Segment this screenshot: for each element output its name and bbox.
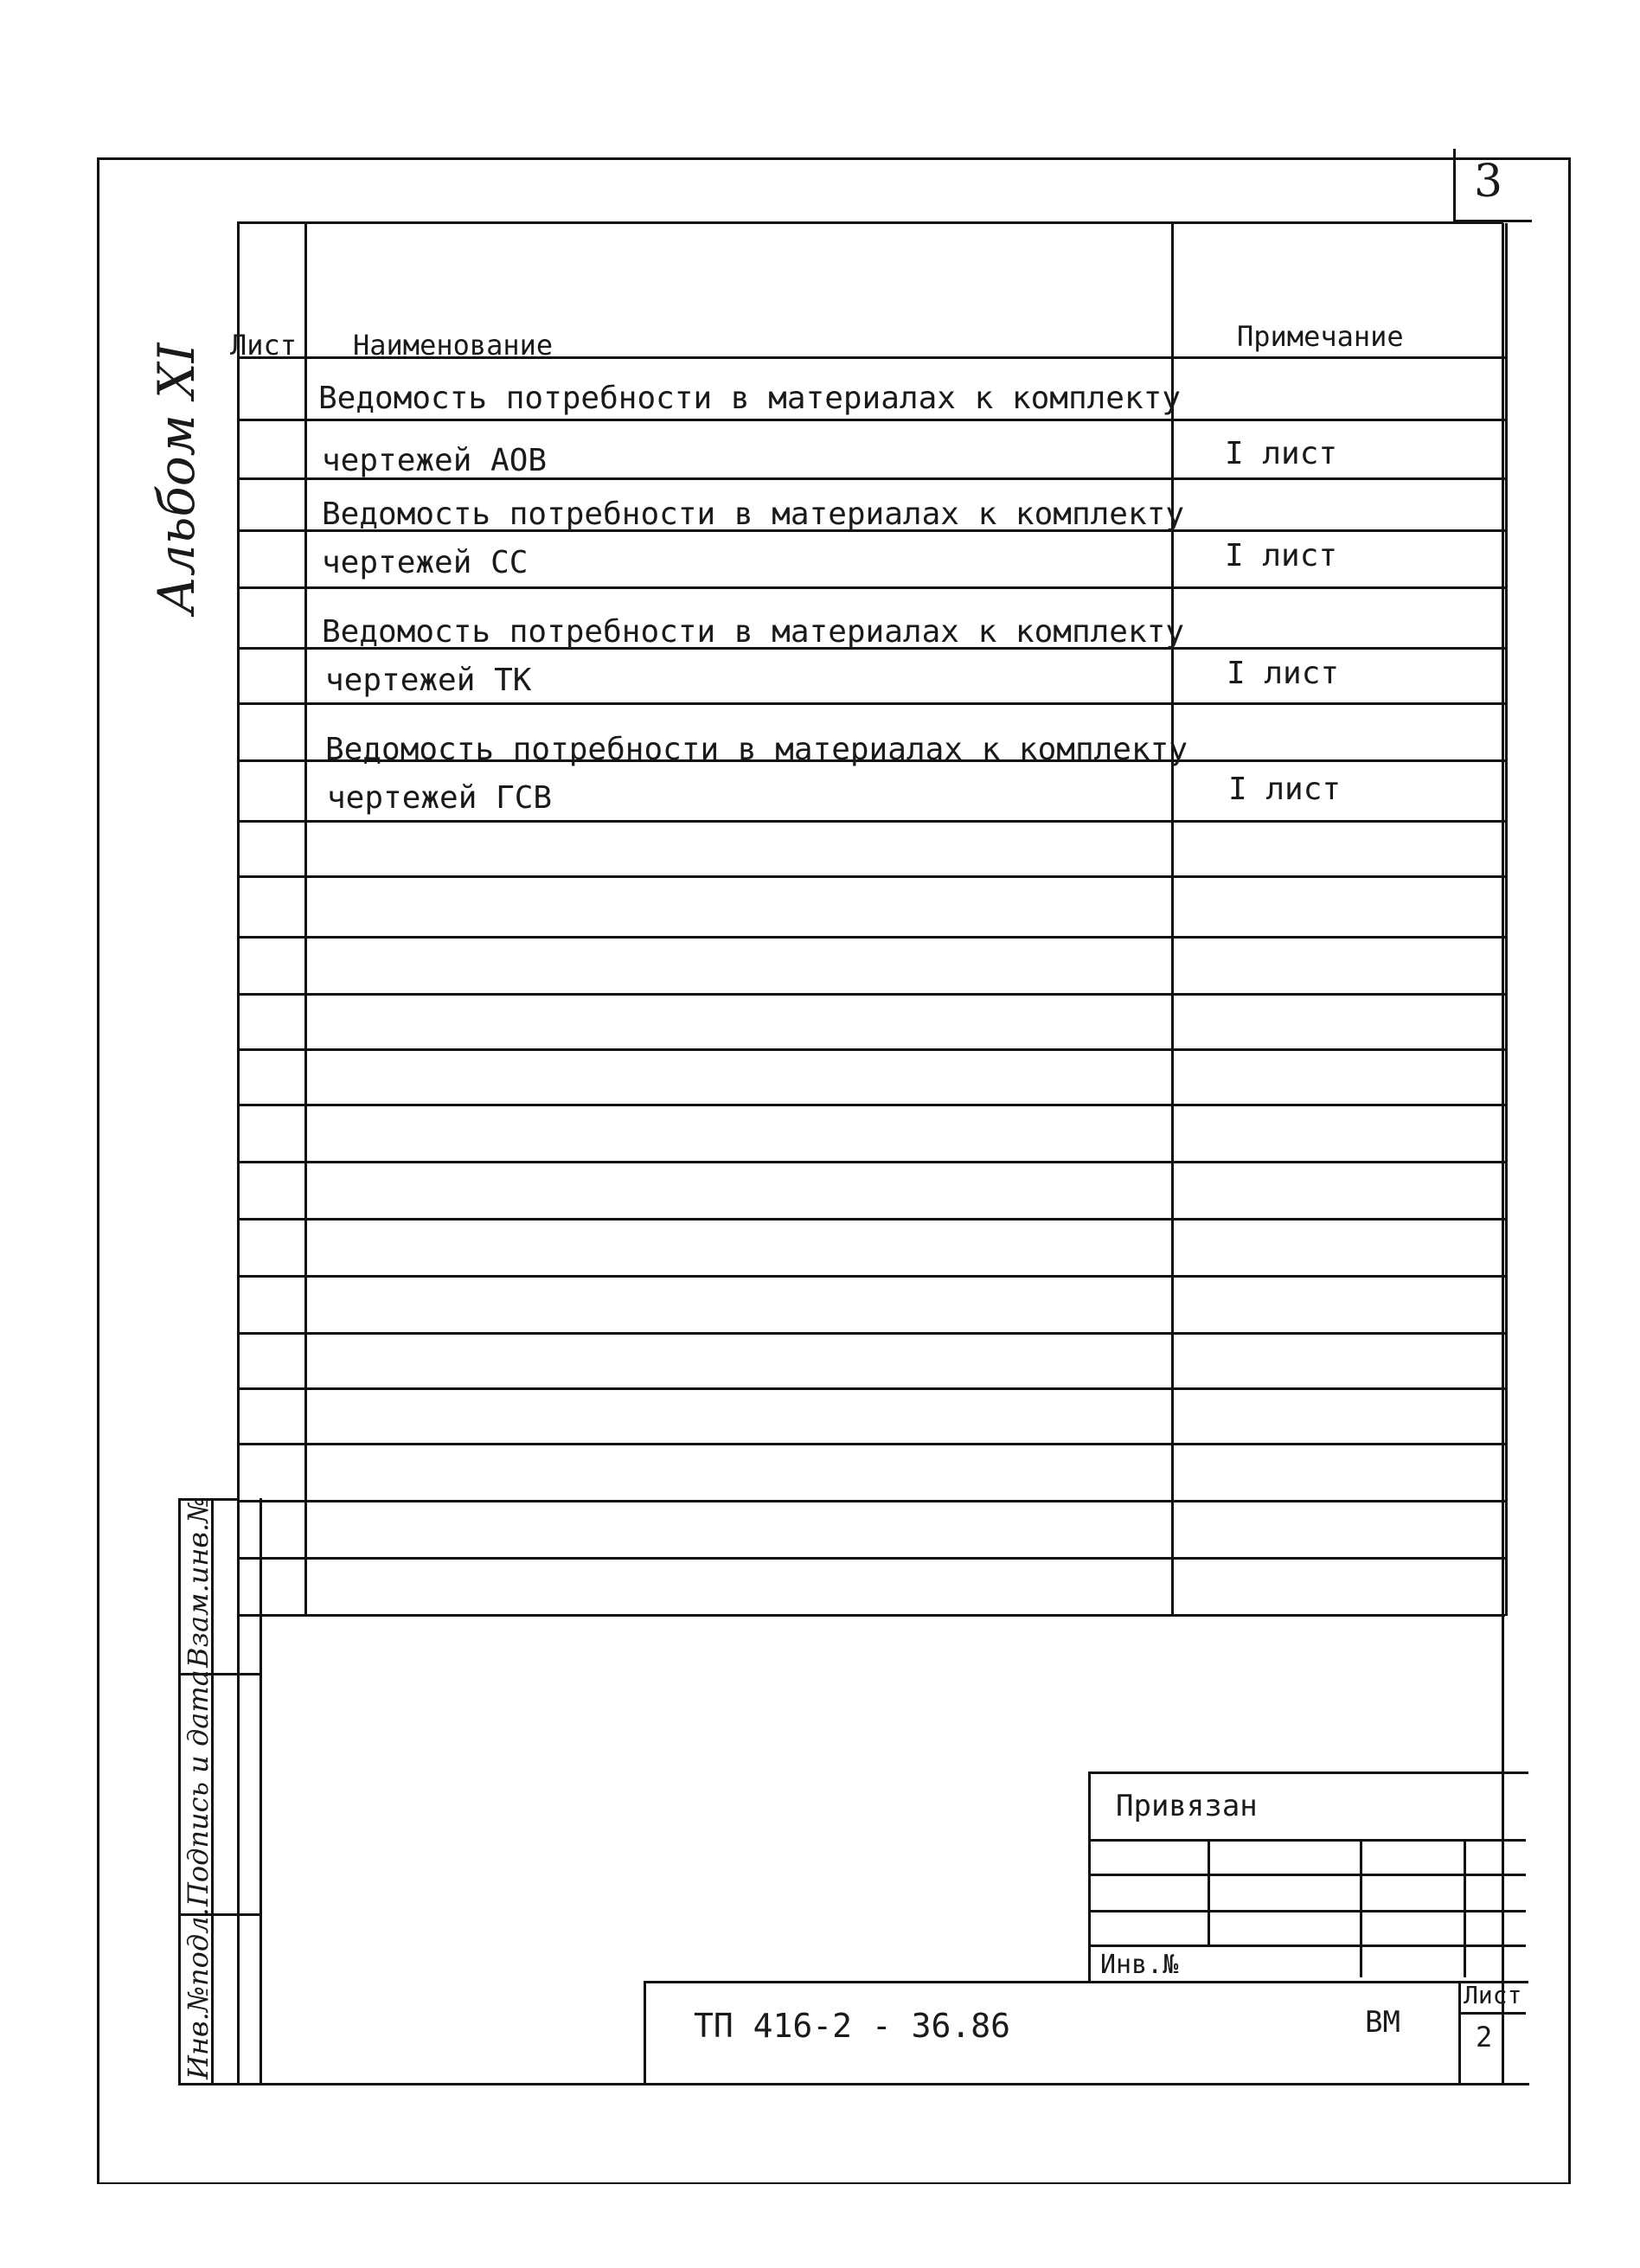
side-stamp-left-border [178, 1498, 181, 2085]
sheet-label: Лист [1464, 1981, 1522, 2009]
row-line [237, 419, 1505, 421]
row-line [237, 1218, 1505, 1220]
row3-name-line1: Ведомость потребности в материалах к комплекту [322, 614, 1184, 650]
sheet-no: 2 [1476, 2021, 1493, 2053]
row4-name-line2: чертежей ГСВ [327, 780, 553, 816]
row-line [237, 1443, 1505, 1445]
row-line [237, 1387, 1505, 1390]
side-stamp-inv-wrap [182, 1907, 215, 2079]
row-line [237, 993, 1505, 996]
header-sheet: Лист [230, 329, 298, 362]
row1-name-line2: чертежей АОВ [322, 443, 548, 478]
album-label: Альбом XI [147, 343, 206, 614]
header-name: Наименование [353, 329, 554, 362]
table-right-border [1505, 223, 1508, 1616]
privyazan-grid [1088, 1944, 1526, 1947]
privyazan-label: Привязан [1116, 1789, 1258, 1823]
row4-name-line1: Ведомость потребности в материалах к комплекту [325, 732, 1188, 767]
title-strip-sheet-divider [1458, 1981, 1461, 2083]
header-note: Примечание [1237, 320, 1404, 353]
row3-name-line2: чертежей ТК [325, 663, 532, 698]
doc-mark: ВМ [1365, 2005, 1400, 2040]
side-stamp-right-border [259, 1498, 262, 2085]
row-line [237, 1500, 1505, 1502]
inv-no-label: Инв.№ [1100, 1950, 1179, 1980]
side-stamp-podpis-wrap [182, 1669, 215, 1906]
privyazan-grid [1088, 1839, 1526, 1842]
row2-name-line2: чертежей СС [322, 545, 529, 580]
row-line [237, 1332, 1505, 1335]
side-stamp-vzam-wrap [182, 1496, 215, 1668]
row-line [237, 820, 1505, 823]
row2-name-line1: Ведомость потребности в материалах к комплекту [322, 497, 1184, 532]
row-line [237, 1104, 1505, 1106]
page-number: 3 [1474, 156, 1503, 208]
side-stamp-podpis-data: Подпись и дата [182, 1669, 215, 1906]
title-strip-sheet-line [1458, 2012, 1526, 2015]
row-line [237, 356, 1505, 359]
privyazan-grid [1088, 1910, 1526, 1912]
privyazan-grid [1208, 1839, 1210, 1944]
privyazan-grid [1464, 1839, 1466, 1977]
side-stamp-vzam-inv: Взам.инв.№ [182, 1496, 215, 1668]
row-line [237, 1557, 1505, 1560]
side-stamp-inv-podl: Инв.№подл. [182, 1907, 215, 2079]
row-line [237, 875, 1505, 878]
main-top-border [237, 221, 1503, 224]
row-line [237, 936, 1505, 939]
album-label-wrap [95, 225, 206, 614]
row-line [237, 702, 1505, 705]
doc-code: ТП 416-2 - 36.86 [694, 2007, 1011, 2045]
row1-note: I лист [1225, 436, 1338, 471]
row1-name-line1: Ведомость потребности в материалах к комплекту [318, 381, 1181, 416]
row2-note: I лист [1225, 538, 1338, 573]
row-line [237, 1614, 1505, 1617]
row-line [237, 1161, 1505, 1163]
privyazan-grid [1088, 1874, 1526, 1876]
row-line [237, 1275, 1505, 1278]
row-line [237, 586, 1505, 589]
main-left-border [237, 223, 240, 2085]
col-note-divider [1171, 223, 1174, 1616]
row-line [237, 1048, 1505, 1051]
side-stamp-bottom [178, 2083, 261, 2085]
row3-note: I лист [1227, 656, 1340, 691]
col-sheet-divider [304, 223, 307, 1616]
row4-note: I лист [1228, 772, 1342, 807]
privyazan-grid [1360, 1839, 1362, 1977]
